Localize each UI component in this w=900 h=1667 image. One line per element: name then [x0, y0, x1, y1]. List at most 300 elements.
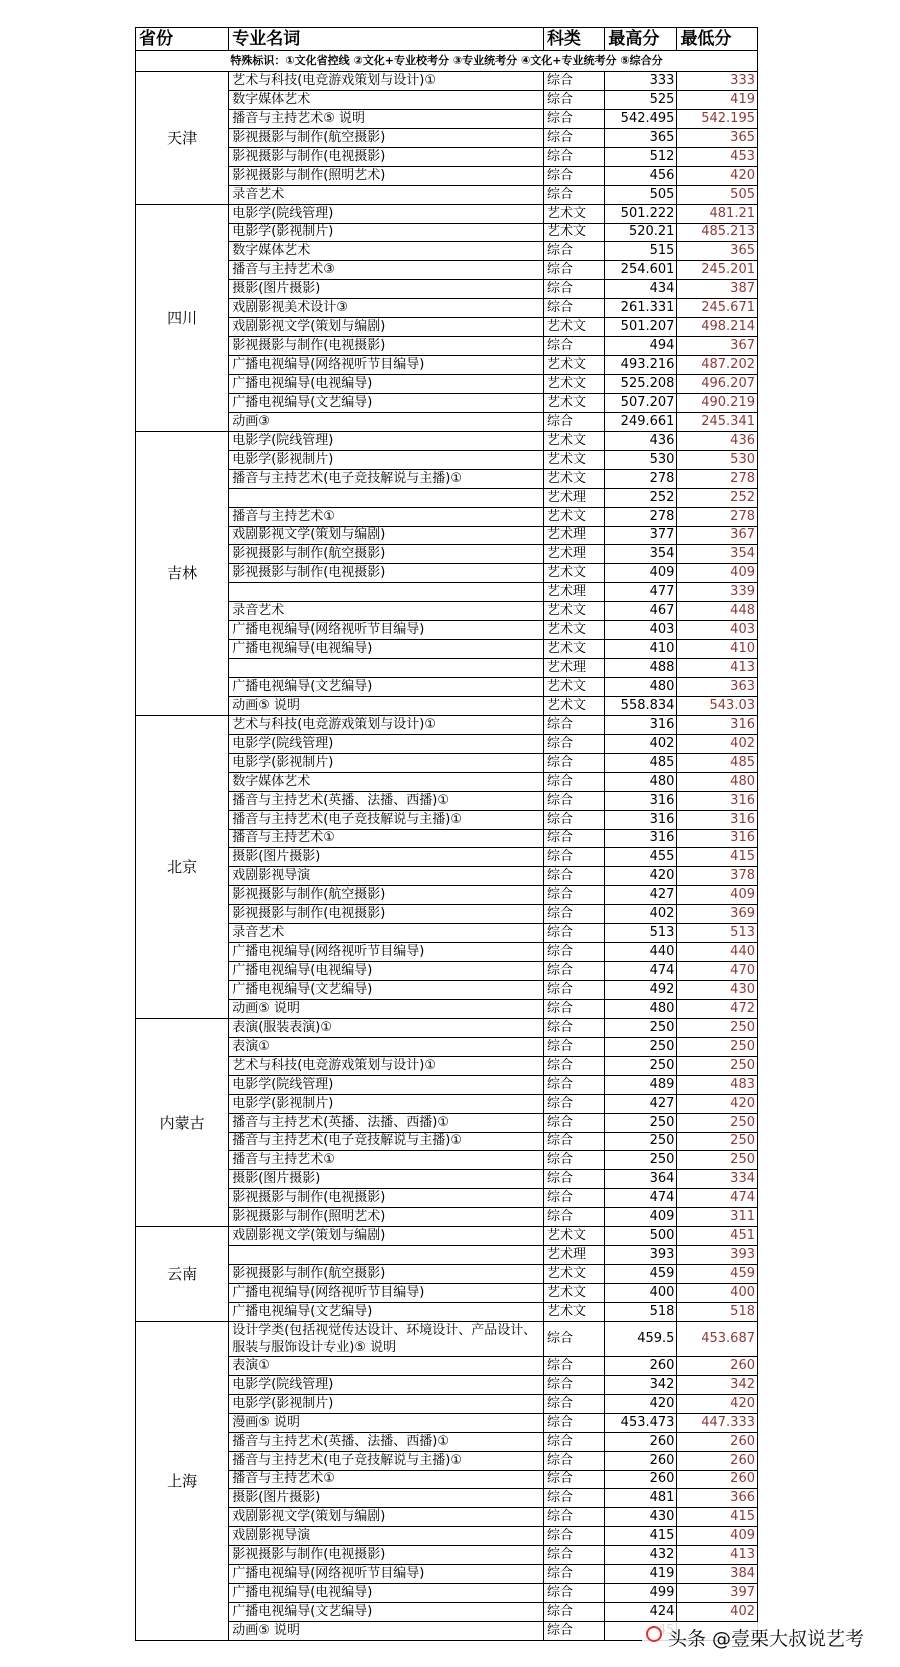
category-cell: 综合	[543, 1546, 604, 1565]
category-cell: 艺术理	[543, 1246, 604, 1265]
max-score-cell: 278	[605, 469, 677, 488]
max-score-cell: 261.331	[605, 299, 677, 318]
table-row	[136, 621, 758, 640]
table-body	[136, 72, 758, 1641]
category-cell: 艺术理	[543, 545, 604, 564]
min-score-cell: 378	[677, 867, 758, 886]
major-cell: 播音与主持艺术(英播、法播、西播)①	[229, 791, 544, 810]
max-score-cell: 316	[605, 829, 677, 848]
min-score-cell: 498.214	[677, 318, 758, 337]
major-cell: 电影学(院线管理)	[229, 431, 544, 450]
category-cell: 综合	[543, 943, 604, 962]
category-cell: 艺术文	[543, 223, 604, 242]
min-score-cell: 530	[677, 450, 758, 469]
max-score-cell: 474	[605, 1189, 677, 1208]
major-cell: 广播电视编导(文艺编导)	[229, 1603, 544, 1622]
min-score-cell: 402	[677, 1603, 758, 1622]
min-score-cell: 260	[677, 1432, 758, 1451]
major-cell: 影视摄影与制作(航空摄影)	[229, 128, 544, 147]
major-cell: 广播电视编导(电视编导)	[229, 962, 544, 981]
major-cell: 戏剧影视美术设计③	[229, 299, 544, 318]
min-score-cell: 420	[677, 1094, 758, 1113]
min-score-cell: 250	[677, 1037, 758, 1056]
table-row	[136, 867, 758, 886]
category-cell: 艺术文	[543, 393, 604, 412]
category-cell: 综合	[543, 242, 604, 261]
min-score-cell: 333	[677, 72, 758, 91]
max-score-cell: 250	[605, 1037, 677, 1056]
major-cell: 数字媒体艺术	[229, 242, 544, 261]
major-cell: 电影学(影视制片)	[229, 450, 544, 469]
table-row	[136, 72, 758, 91]
table-row	[136, 696, 758, 715]
max-score-cell: 455	[605, 848, 677, 867]
major-cell: 播音与主持艺术(电子竞技解说与主播)①	[229, 1451, 544, 1470]
min-score-cell: 459	[677, 1265, 758, 1284]
category-cell: 艺术文	[543, 696, 604, 715]
major-cell: 影视摄影与制作(电视摄影)	[229, 564, 544, 583]
category-cell: 综合	[543, 867, 604, 886]
max-score-cell: 249.661	[605, 412, 677, 431]
max-score-cell: 393	[605, 1246, 677, 1265]
major-cell: 播音与主持艺术③	[229, 261, 544, 280]
table-row	[136, 1584, 758, 1603]
category-cell: 艺术理	[543, 583, 604, 602]
category-cell: 艺术文	[543, 621, 604, 640]
category-cell: 综合	[543, 924, 604, 943]
category-cell: 综合	[543, 829, 604, 848]
max-score-cell: 400	[605, 1284, 677, 1303]
max-score-cell: 415	[605, 1527, 677, 1546]
max-score-cell: 250	[605, 1132, 677, 1151]
major-cell: 戏剧影视导演	[229, 867, 544, 886]
category-cell: 艺术文	[543, 640, 604, 659]
major-cell: 播音与主持艺术(电子竞技解说与主播)①	[229, 810, 544, 829]
table-row	[136, 450, 758, 469]
category-cell: 综合	[543, 1113, 604, 1132]
table-row	[136, 734, 758, 753]
table-row	[136, 1151, 758, 1170]
major-cell: 录音艺术	[229, 185, 544, 204]
major-cell: 影视摄影与制作(电视摄影)	[229, 147, 544, 166]
table-row	[136, 507, 758, 526]
major-cell: 广播电视编导(网络视听节目编导)	[229, 943, 544, 962]
max-score-cell: 420	[605, 867, 677, 886]
major-cell: 影视摄影与制作(照明艺术)	[229, 166, 544, 185]
category-cell: 综合	[543, 1356, 604, 1375]
min-score-cell: 518	[677, 1302, 758, 1321]
max-score-cell: 434	[605, 280, 677, 299]
min-score-cell: 480	[677, 772, 758, 791]
table-row	[136, 545, 758, 564]
table-row	[136, 1527, 758, 1546]
major-cell: 电影学(院线管理)	[229, 204, 544, 223]
max-score-cell: 480	[605, 678, 677, 697]
table-row	[136, 128, 758, 147]
table-row	[136, 1018, 758, 1037]
min-score-cell: 440	[677, 943, 758, 962]
table-row	[136, 962, 758, 981]
table-row	[136, 1603, 758, 1622]
table-row	[136, 772, 758, 791]
table-row	[136, 1356, 758, 1375]
max-score-cell: 459	[605, 1265, 677, 1284]
category-cell: 综合	[543, 1170, 604, 1189]
category-cell: 艺术文	[543, 318, 604, 337]
table-row	[136, 1432, 758, 1451]
table-row	[136, 1565, 758, 1584]
legend-row	[136, 51, 758, 72]
major-cell	[229, 1246, 544, 1265]
max-score-cell: 480	[605, 772, 677, 791]
max-score-cell: 252	[605, 488, 677, 507]
min-score-cell: 250	[677, 1151, 758, 1170]
table-row	[136, 981, 758, 1000]
major-cell: 播音与主持艺术①	[229, 829, 544, 848]
major-cell: 电影学(影视制片)	[229, 1094, 544, 1113]
category-cell: 综合	[543, 1132, 604, 1151]
major-cell: 广播电视编导(电视编导)	[229, 1584, 544, 1603]
table-row	[136, 1056, 758, 1075]
min-score-cell: 245.201	[677, 261, 758, 280]
major-cell: 影视摄影与制作(电视摄影)	[229, 905, 544, 924]
header-province: 省份	[136, 28, 229, 51]
min-score-cell: 260	[677, 1356, 758, 1375]
max-score-cell: 485	[605, 753, 677, 772]
major-cell: 动画③	[229, 412, 544, 431]
category-cell: 综合	[543, 1565, 604, 1584]
min-score-cell: 483	[677, 1075, 758, 1094]
min-score-cell: 245.671	[677, 299, 758, 318]
header-max-score: 最高分	[605, 28, 677, 51]
max-score-cell: 501.222	[605, 204, 677, 223]
major-cell: 播音与主持艺术(电子竞技解说与主播)①	[229, 469, 544, 488]
max-score-cell: 530	[605, 450, 677, 469]
table-row	[136, 1094, 758, 1113]
min-score-cell: 436	[677, 431, 758, 450]
category-cell: 综合	[543, 1470, 604, 1489]
table-row	[136, 469, 758, 488]
category-cell: 综合	[543, 1603, 604, 1622]
table-row	[136, 583, 758, 602]
table-row	[136, 223, 758, 242]
max-score-cell: 558.834	[605, 696, 677, 715]
category-cell: 综合	[543, 109, 604, 128]
table-row	[136, 1227, 758, 1246]
province-cell: 北京	[136, 715, 229, 1018]
max-score-cell: 467	[605, 602, 677, 621]
max-score-cell: 481	[605, 1489, 677, 1508]
min-score-cell: 490.219	[677, 393, 758, 412]
table-row	[136, 1208, 758, 1227]
min-score-cell: 316	[677, 829, 758, 848]
table-row	[136, 90, 758, 109]
category-cell: 综合	[543, 962, 604, 981]
major-cell: 动画⑤ 说明	[229, 696, 544, 715]
category-cell: 艺术文	[543, 469, 604, 488]
min-score-cell: 365	[677, 128, 758, 147]
major-cell: 广播电视编导(文艺编导)	[229, 393, 544, 412]
category-cell: 艺术文	[543, 375, 604, 394]
max-score-cell: 436	[605, 431, 677, 450]
min-score-cell: 415	[677, 1508, 758, 1527]
table-row	[136, 1284, 758, 1303]
table-row	[136, 848, 758, 867]
major-cell: 数字媒体艺术	[229, 772, 544, 791]
category-cell: 综合	[543, 261, 604, 280]
max-score-cell: 507.207	[605, 393, 677, 412]
major-cell: 电影学(院线管理)	[229, 1375, 544, 1394]
major-cell: 动画⑤ 说明	[229, 1622, 544, 1641]
table-row	[136, 1132, 758, 1151]
max-score-cell: 342	[605, 1375, 677, 1394]
min-score-cell: 448	[677, 602, 758, 621]
min-score-cell: 410	[677, 640, 758, 659]
category-cell: 综合	[543, 1508, 604, 1527]
min-score-cell: 453.687	[677, 1321, 758, 1356]
category-cell: 综合	[543, 72, 604, 91]
major-cell: 播音与主持艺术(英播、法播、西播)①	[229, 1432, 544, 1451]
max-score-cell: 402	[605, 734, 677, 753]
category-cell: 综合	[543, 1037, 604, 1056]
max-score-cell: 525	[605, 90, 677, 109]
min-score-cell: 369	[677, 905, 758, 924]
min-score-cell: 447.333	[677, 1413, 758, 1432]
category-cell: 综合	[543, 1413, 604, 1432]
category-cell: 综合	[543, 147, 604, 166]
min-score-cell: 354	[677, 545, 758, 564]
max-score-cell: 515	[605, 242, 677, 261]
min-score-cell: 420	[677, 1394, 758, 1413]
category-cell: 综合	[543, 1375, 604, 1394]
min-score-cell: 250	[677, 1056, 758, 1075]
major-cell: 表演①	[229, 1037, 544, 1056]
min-score-cell: 367	[677, 526, 758, 545]
province-cell: 四川	[136, 204, 229, 431]
category-cell: 艺术理	[543, 659, 604, 678]
category-cell: 综合	[543, 734, 604, 753]
major-cell: 播音与主持艺术①	[229, 1470, 544, 1489]
max-score-cell: 430	[605, 1508, 677, 1527]
table-row	[136, 431, 758, 450]
category-cell: 综合	[543, 1527, 604, 1546]
category-cell: 综合	[543, 128, 604, 147]
min-score-cell: 311	[677, 1208, 758, 1227]
table-row	[136, 356, 758, 375]
major-cell: 设计学类(包括视觉传达设计、环境设计、产品设计、服装与服饰设计专业)⑤ 说明	[229, 1321, 544, 1356]
major-cell: 电影学(影视制片)	[229, 1394, 544, 1413]
max-score-cell: 477	[605, 583, 677, 602]
major-cell: 影视摄影与制作(电视摄影)	[229, 1546, 544, 1565]
max-score-cell: 316	[605, 715, 677, 734]
min-score-cell: 334	[677, 1170, 758, 1189]
max-score-cell: 492	[605, 981, 677, 1000]
major-cell: 摄影(图片摄影)	[229, 1489, 544, 1508]
table-row	[136, 1113, 758, 1132]
min-score-cell: 413	[677, 659, 758, 678]
major-cell: 戏剧影视文学(策划与编剧)	[229, 1508, 544, 1527]
category-cell: 综合	[543, 1151, 604, 1170]
category-cell: 艺术文	[543, 1227, 604, 1246]
max-score-cell: 488	[605, 659, 677, 678]
category-cell: 艺术文	[543, 450, 604, 469]
major-cell: 影视摄影与制作(航空摄影)	[229, 545, 544, 564]
min-score-cell: 397	[677, 1584, 758, 1603]
table-row	[136, 886, 758, 905]
min-score-cell: 278	[677, 507, 758, 526]
major-cell: 广播电视编导(文艺编导)	[229, 1302, 544, 1321]
category-cell: 综合	[543, 1489, 604, 1508]
max-score-cell: 501.207	[605, 318, 677, 337]
max-score-cell: 333	[605, 72, 677, 91]
min-score-cell: 485.213	[677, 223, 758, 242]
max-score-cell: 410	[605, 640, 677, 659]
max-score-cell: 525.208	[605, 375, 677, 394]
toutiao-logo-icon	[646, 1626, 662, 1642]
category-cell: 综合	[543, 1584, 604, 1603]
min-score-cell: 409	[677, 886, 758, 905]
max-score-cell: 494	[605, 337, 677, 356]
category-cell: 艺术文	[543, 507, 604, 526]
major-cell: 电影学(院线管理)	[229, 1075, 544, 1094]
min-score-cell: 542.195	[677, 109, 758, 128]
table-row	[136, 318, 758, 337]
table-row	[136, 1413, 758, 1432]
min-score-cell: 419	[677, 90, 758, 109]
max-score-cell: 260	[605, 1470, 677, 1489]
category-cell: 综合	[543, 166, 604, 185]
category-cell: 综合	[543, 280, 604, 299]
table-row	[136, 715, 758, 734]
table-row	[136, 1037, 758, 1056]
major-cell: 录音艺术	[229, 602, 544, 621]
major-cell: 广播电视编导(文艺编导)	[229, 678, 544, 697]
major-cell: 表演(服装表演)①	[229, 1018, 544, 1037]
major-cell: 广播电视编导(电视编导)	[229, 375, 544, 394]
min-score-cell: 505	[677, 185, 758, 204]
max-score-cell: 419	[605, 1565, 677, 1584]
category-cell: 艺术文	[543, 204, 604, 223]
category-cell: 综合	[543, 848, 604, 867]
min-score-cell: 250	[677, 1113, 758, 1132]
major-cell: 动画⑤ 说明	[229, 999, 544, 1018]
min-score-cell: 403	[677, 621, 758, 640]
min-score-cell: 487.202	[677, 356, 758, 375]
max-score-cell: 409	[605, 1208, 677, 1227]
max-score-cell: 377	[605, 526, 677, 545]
min-score-cell: 420	[677, 166, 758, 185]
max-score-cell: 424	[605, 1603, 677, 1622]
major-cell: 影视摄影与制作(照明艺术)	[229, 1208, 544, 1227]
major-cell: 广播电视编导(电视编导)	[229, 640, 544, 659]
category-cell: 综合	[543, 1075, 604, 1094]
max-score-cell: 364	[605, 1170, 677, 1189]
category-cell: 艺术文	[543, 431, 604, 450]
table-row	[136, 943, 758, 962]
major-cell	[229, 583, 544, 602]
min-score-cell: 402	[677, 734, 758, 753]
major-cell: 影视摄影与制作(电视摄影)	[229, 1189, 544, 1208]
table-row	[136, 640, 758, 659]
category-cell: 综合	[543, 1208, 604, 1227]
major-cell: 播音与主持艺术①	[229, 1151, 544, 1170]
category-cell: 艺术文	[543, 356, 604, 375]
major-cell: 摄影(图片摄影)	[229, 280, 544, 299]
major-cell: 摄影(图片摄影)	[229, 848, 544, 867]
table-row	[136, 791, 758, 810]
score-table	[135, 27, 758, 1641]
category-cell: 综合	[543, 981, 604, 1000]
category-cell: 综合	[543, 1094, 604, 1113]
table-row	[136, 147, 758, 166]
max-score-cell: 260	[605, 1432, 677, 1451]
table-row	[136, 204, 758, 223]
max-score-cell: 278	[605, 507, 677, 526]
category-cell: 综合	[543, 1018, 604, 1037]
min-score-cell: 409	[677, 564, 758, 583]
category-cell: 综合	[543, 412, 604, 431]
category-cell: 综合	[543, 90, 604, 109]
min-score-cell: 413	[677, 1546, 758, 1565]
table-row	[136, 1375, 758, 1394]
min-score-cell: 453	[677, 147, 758, 166]
min-score-cell: 245.341	[677, 412, 758, 431]
max-score-cell: 250	[605, 1018, 677, 1037]
table-row	[136, 1321, 758, 1356]
max-score-cell: 402	[605, 905, 677, 924]
province-cell: 天津	[136, 72, 229, 205]
max-score-cell: 499	[605, 1584, 677, 1603]
table-row	[136, 810, 758, 829]
max-score-cell: 260	[605, 1451, 677, 1470]
major-cell: 广播电视编导(文艺编导)	[229, 981, 544, 1000]
header-row	[136, 28, 758, 51]
max-score-cell: 518	[605, 1302, 677, 1321]
category-cell: 艺术文	[543, 564, 604, 583]
category-cell: 艺术文	[543, 1265, 604, 1284]
max-score-cell: 542.495	[605, 109, 677, 128]
max-score-cell: 365	[605, 128, 677, 147]
category-cell: 综合	[543, 791, 604, 810]
category-cell: 艺术文	[543, 1284, 604, 1303]
table-row	[136, 393, 758, 412]
min-score-cell: 474	[677, 1189, 758, 1208]
category-cell: 综合	[543, 999, 604, 1018]
category-cell: 艺术文	[543, 678, 604, 697]
category-cell: 综合	[543, 1432, 604, 1451]
major-cell: 影视摄影与制作(航空摄影)	[229, 886, 544, 905]
legend-note: 特殊标识：①文化省控线 ②文化+专业校考分 ③专业统考分 ④文化+专业统考分 ⑤综合分	[136, 51, 758, 72]
major-cell: 录音艺术	[229, 924, 544, 943]
min-score-cell: 250	[677, 1132, 758, 1151]
table-row	[136, 1508, 758, 1527]
category-cell: 艺术理	[543, 526, 604, 545]
table-row	[136, 1265, 758, 1284]
table-row	[136, 1170, 758, 1189]
max-score-cell: 427	[605, 1094, 677, 1113]
min-score-cell: 278	[677, 469, 758, 488]
min-score-cell: 365	[677, 242, 758, 261]
max-score-cell: 489	[605, 1075, 677, 1094]
max-score-cell: 500	[605, 1227, 677, 1246]
major-cell: 广播电视编导(网络视听节目编导)	[229, 1565, 544, 1584]
major-cell: 电影学(影视制片)	[229, 753, 544, 772]
table-row	[136, 526, 758, 545]
max-score-cell: 250	[605, 1113, 677, 1132]
major-cell: 艺术与科技(电竞游戏策划与设计)①	[229, 715, 544, 734]
min-score-cell: 342	[677, 1375, 758, 1394]
major-cell: 摄影(图片摄影)	[229, 1170, 544, 1189]
